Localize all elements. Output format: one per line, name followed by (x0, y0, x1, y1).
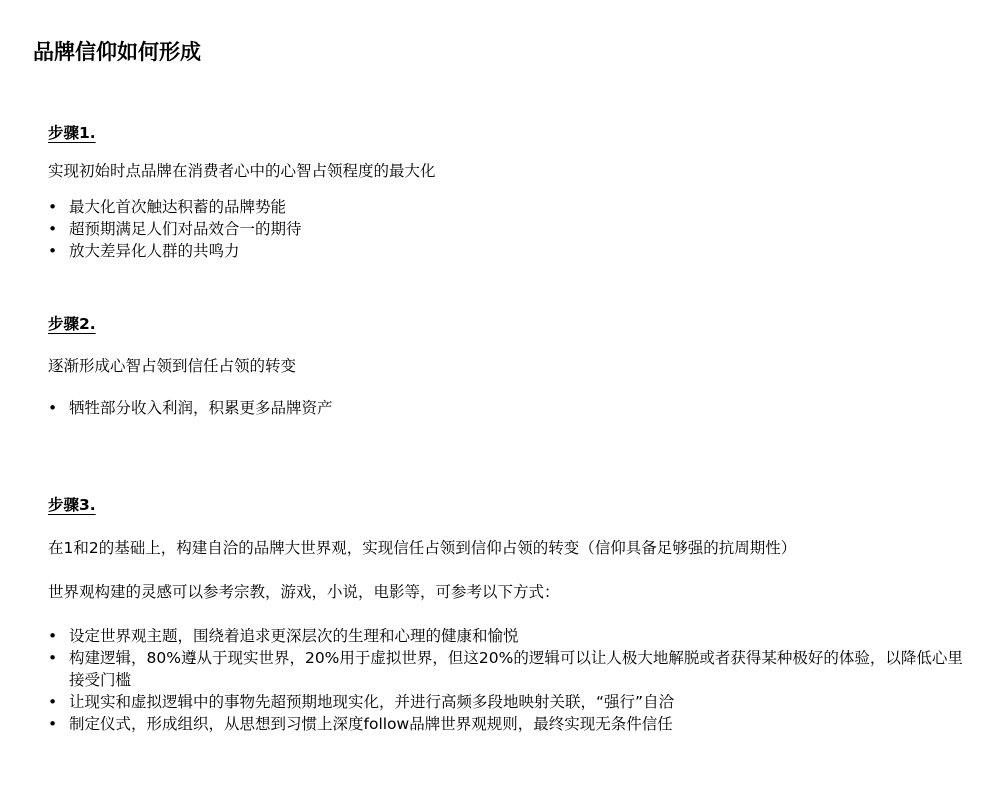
list-item (48, 625, 978, 647)
step-2-section (48, 313, 978, 419)
list-item-text: 超预期满足人们对品效合一的期待 (69, 220, 302, 238)
bullet-point: • (48, 693, 58, 711)
step-heading: 步骤1. (48, 124, 96, 142)
bullet-point: • (48, 649, 58, 667)
list-item (48, 240, 978, 262)
list-item (48, 647, 978, 691)
list-item-text: 构建逻辑，80%遵从于现实世界，20%用于虚拟世界，但这20%的逻辑可以让人极大地解脱或者获得某种极好的体验，以降低心里接受门槛 (69, 649, 963, 689)
step-description-secondary: 世界观构建的灵感可以参考宗教，游戏，小说，电影等，可参考以下方式： (48, 583, 560, 601)
list-item-text: 牺牲部分收入利润，积累更多品牌资产 (69, 399, 333, 417)
step-description: 实现初始时点品牌在消费者心中的心智占领程度的最大化 (48, 162, 436, 180)
list-item-text: 让现实和虚拟逻辑中的事物先超预期地现实化，并进行高频多段地映射关联，“强行”自洽 (69, 693, 675, 711)
step-description: 在1和2的基础上，构建自洽的品牌大世界观，实现信任占领到信仰占领的转变（信仰具备足够强的抗周期性） (48, 539, 797, 557)
bullet-point: • (48, 198, 58, 216)
list-item (48, 397, 978, 419)
bullet-point: • (48, 627, 58, 645)
list-item-text: 制定仪式，形成组织，从思想到习惯上深度follow品牌世界观规则，最终实现无条件信任 (69, 715, 673, 733)
bullet-point: • (48, 220, 58, 238)
list-item-text: 最大化首次触达积蓄的品牌势能 (69, 198, 287, 216)
page-title: 品牌信仰如何形成 (33, 40, 201, 64)
bullet-list (48, 196, 978, 262)
bullet-list (48, 397, 978, 419)
bullet-point: • (48, 242, 58, 260)
list-item (48, 218, 978, 240)
step-heading: 步骤3. (48, 496, 96, 514)
list-item (48, 691, 978, 713)
list-item-text: 设定世界观主题，围绕着追求更深层次的生理和心理的健康和愉悦 (69, 627, 519, 645)
bullet-point: • (48, 399, 58, 417)
list-item (48, 196, 978, 218)
bullet-list (48, 625, 978, 735)
step-description: 逐渐形成心智占领到信任占领的转变 (48, 357, 297, 375)
step-3-section (48, 494, 978, 735)
list-item (48, 713, 978, 735)
bullet-point: • (48, 715, 58, 733)
list-item-text: 放大差异化人群的共鸣力 (69, 242, 240, 260)
step-heading: 步骤2. (48, 315, 96, 333)
step-1-section (48, 122, 978, 262)
